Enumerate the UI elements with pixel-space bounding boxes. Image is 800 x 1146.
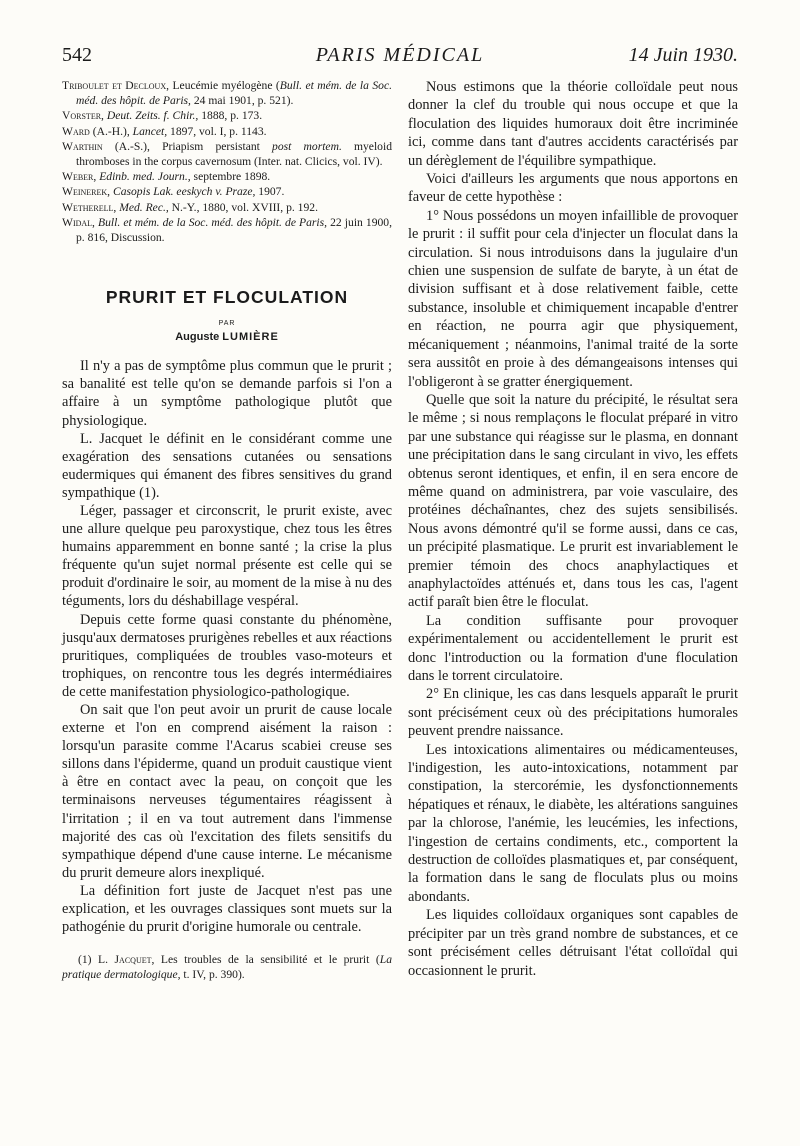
article-author <box>62 331 392 343</box>
body-paragraph: L. Jacquet le définit en le considérant comme une exagération des sensations cutanées ou sensations eudermiques qui émanent des fibres sensitives du grand sympathique (1). <box>62 430 392 501</box>
reference-item: Ward (A.-H.), Lancet, 1897, vol. I, p. 1143. <box>62 124 267 138</box>
journal-title: PARIS MÉDICAL <box>315 44 485 66</box>
issue-date: 14 Juin 1930. <box>628 44 738 66</box>
body-paragraph: Depuis cette forme quasi constante du phénomène, jusqu'aux dermatoses prurigènes rebelles et aux réactions pruritiques, compliquées de troubles vaso-moteurs et trophiques, on rencontre tous les degrés intermédiaires de cette manifestation physiologico-pathologique. <box>62 611 392 700</box>
body-paragraph: 2° En clinique, les cas dans lesquels apparaît le prurit sont précisément ceux où des précipitations humorales peuvent prendre naissance. <box>408 686 738 740</box>
body-paragraph: La définition fort juste de Jacquet n'est pas une explication, et les ouvrages classiques sont muets sur la pathogénie du prurit d'origine humorale ou centrale. <box>62 882 392 936</box>
reference-item: Widal, Bull. et mém. de la Soc. méd. des hôpit. de Paris, 22 juin 1900, p. 816, Discussion. <box>62 215 392 245</box>
body-paragraph: Léger, passager et circonscrit, le prurit existe, avec une allure quelque peu paroxystique, chez tous les êtres humains apparemment en bonne santé ; la crise la plus fréquente qu'un sujet normal présente est celle qui se produit d'ordinaire le soir, au moment de la mise à nu des téguments, lors du déshabillage vespéral. <box>62 502 392 610</box>
reference-list <box>62 78 392 245</box>
left-column <box>62 78 392 982</box>
body-paragraph: Les intoxications alimentaires ou médicamenteuses, l'indigestion, les auto-intoxications, notamment par constipation, la stercorémie, les dysfonctionnements hépatiques et rénaux, le diabète, les altérations sanguines par la chlorose, l'anémie, les leucémies, les infections, l'ingestion de certains condiments, etc., comportent la destruction de colloïdes plasmatiques et, par conséquent, la formation dans le sang de floculats plus ou moins abondants. <box>408 741 738 905</box>
reference-item: Wetherell, Med. Rec., N.-Y., 1880, vol. XVIII, p. 192. <box>62 200 318 214</box>
body-paragraph: La condition suffisante pour provoquer expérimentalement ou accidentellement le prurit est donc l'introduction ou la formation d'une floculation dans le torrent circulatoire. <box>408 612 738 684</box>
page-number: 542 <box>62 44 92 66</box>
page-header <box>62 44 738 72</box>
reference-item: Weinerek, Casopis Lak. eeskych v. Praze, 1907. <box>62 185 285 199</box>
right-column <box>408 78 738 980</box>
body-paragraph: On sait que l'on peut avoir un prurit de cause locale externe et l'on en comprend aisément la raison : lorsqu'un parasite comme l'Acarus scabiei creuse ses sillons dans l'épiderme, quand un produit caustique vient à être en contact avec la peau, on conçoit que les terminaisons nerveuses tégumentaires réagissent à l'irritation ; il en va tout autrement dans l'immense majorité des cas où l'excitation des filets sensitifs du sympathique dépend d'une cause interne. Le mécanisme du prurit demeure alors inexpliqué. <box>62 702 392 881</box>
author-last-name: LUMIÈRE <box>222 331 279 344</box>
body-paragraph: 1° Nous possédons un moyen infaillible de provoquer le prurit : il suffit pour cela d'injecter un floculat dans la circulation. Si nous introduisons dans la jugulaire d'un chien une suspension de sulfate de baryte, à un état de division suffisant et à dose relativement faible, cette substance, insoluble et chimiquement incapable d'entrer en réaction, ne pourra agir que physiquement, mécaniquement ; néanmoins, l'animal traité de la sorte sera aussitôt en proie à des démangeaisons intenses qui l'obligeront à se gratter énergiquement. <box>408 207 738 390</box>
reference-item: Weber, Edinb. med. Journ., septembre 1898. <box>62 170 271 184</box>
footnote: (1) L. Jacquet, Les troubles de la sensibilité et le prurit (La pratique dermatologique, t. IV, p. 390). <box>62 953 392 981</box>
body-paragraph: Voici d'ailleurs les arguments que nous apportons en faveur de cette hypothèse : <box>408 171 738 206</box>
article-title: PRURIT ET FLOCULATION <box>105 287 349 308</box>
body-paragraph: Nous estimons que la théorie colloïdale peut nous donner la clef du trouble qui nous occupe et que la floculation des liquides humoraux doit être incriminée ici, comme dans tant d'autres accidents caractérisés par un dérèglement de l'équilibre sympathique. <box>408 79 738 169</box>
reference-item: Vorster, Deut. Zeits. f. Chir., 1888, p. 173. <box>62 109 263 123</box>
reference-item: Triboulet et Decloux, Leucémie myélogène (Bull. et mém. de la Soc. méd. des hôpit. de Paris, 24 mai 1901, p. 521). <box>62 79 393 108</box>
body-paragraph: Il n'y a pas de symptôme plus commun que le prurit ; sa banalité est telle qu'on se demande parfois si l'on a affaire à un symptôme pathologique plutôt que physiologique. <box>62 358 392 429</box>
reference-item: Warthin (A.-S.), Priapism persistant post mortem. myeloid thromboses in the corpus cavernosum (Inter. nat. Clicics, vol. IV). <box>62 139 392 169</box>
by-label: PAR <box>218 320 236 328</box>
author-first-name: Auguste <box>175 331 220 344</box>
body-paragraph: Quelle que soit la nature du précipité, le résultat sera le même ; si nous remplaçons le floculat préparé in vitro par une substance qui réagisse sur le plasma, en donnant une précipitation dans le sang circulant in vivo, les effets obtenus seront identiques, et enfin, il en sera encore de même quand on administrera, par voie vasculaire, des protéines déchaînantes, chez des sujets sensibilisés. Nous avons démontré qu'il se forme aussi, dans ce cas, un précipité plasmatique. Le prurit est invariablement le premier témoin des chocs anaphylactiques et anaphylactoïdes atténués et, dans tous les cas, l'agent actif paraît bien être le floculat. <box>408 391 738 611</box>
body-paragraph: Les liquides colloïdaux organiques sont capables de précipiter par un très grand nombre de substances, et ce sont précisément celles détruisant l'état colloïdal qui occasionnent le prurit. <box>408 907 738 979</box>
